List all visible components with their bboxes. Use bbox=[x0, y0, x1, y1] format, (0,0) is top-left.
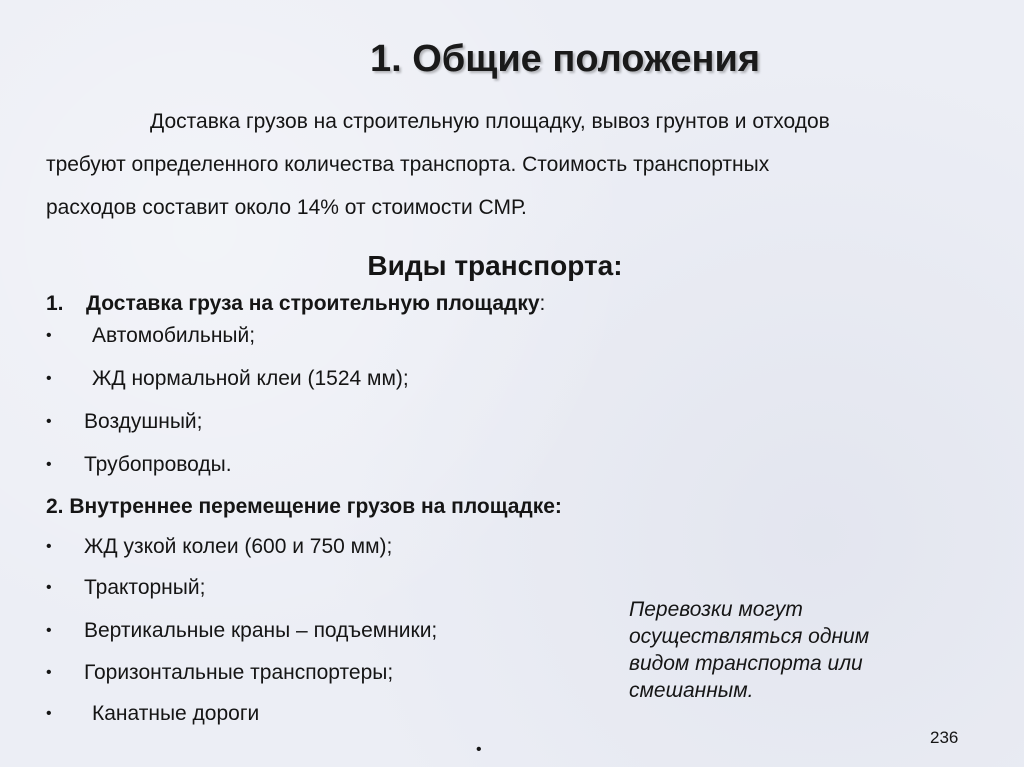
list-item-text: ЖД узкой колеи (600 и 750 мм); bbox=[84, 535, 393, 558]
bullet-icon: • bbox=[46, 456, 52, 473]
section-1-heading bbox=[46, 292, 545, 316]
section-1-heading-text: Доставка груза на строительную площадку bbox=[86, 292, 540, 315]
bullet-icon: • bbox=[46, 413, 52, 430]
list-item bbox=[46, 410, 202, 434]
note-line-4: смешанным. bbox=[629, 679, 754, 702]
list-item bbox=[46, 367, 409, 391]
list-item bbox=[46, 702, 259, 726]
list-item bbox=[46, 453, 232, 477]
note-callout bbox=[629, 596, 929, 704]
note-line-2: осуществляться одним bbox=[629, 625, 870, 648]
page-number: 236 bbox=[930, 728, 959, 747]
slide-title: 1. Общие положения bbox=[369, 38, 761, 80]
bullet-icon: • bbox=[46, 622, 52, 639]
list-item-text: Автомобильный; bbox=[92, 324, 256, 347]
note-line-3: видом транспорта или bbox=[629, 652, 863, 675]
list-item-text: Канатные дороги bbox=[92, 702, 260, 725]
intro-line-2: требуют определенного количества транспорта. Стоимость транспортных bbox=[46, 153, 770, 176]
bullet-icon: • bbox=[46, 705, 52, 722]
list-item-text: Воздушный; bbox=[84, 410, 203, 433]
section-1-number: 1. bbox=[46, 292, 64, 315]
intro-line-1: Доставка грузов на строительную площадку, вывоз грунтов и отходов bbox=[150, 110, 830, 133]
list-item-text: Тракторный; bbox=[84, 576, 206, 599]
bullet-icon: • bbox=[46, 370, 52, 387]
bullet-icon: • bbox=[46, 327, 52, 344]
bullet-icon: • bbox=[46, 579, 52, 596]
list-item bbox=[46, 324, 255, 348]
bullet-icon: • bbox=[46, 538, 52, 555]
bullet-icon: • bbox=[46, 664, 52, 681]
subtitle: Виды транспорта: bbox=[367, 250, 623, 281]
section-2-heading: 2. Внутреннее перемещение грузов на площадке: bbox=[46, 495, 562, 518]
list-item-text: Вертикальные краны – подъемники; bbox=[84, 619, 438, 642]
list-item-text: ЖД нормальной клеи (1524 мм); bbox=[92, 367, 409, 390]
list-item-text: Трубопроводы. bbox=[84, 453, 232, 476]
list-item bbox=[46, 661, 393, 685]
intro-line-3: расходов составит около 14% от стоимости СМР. bbox=[46, 196, 527, 219]
section-1-colon: : bbox=[539, 292, 546, 315]
list-item-text: Горизонтальные транспортеры; bbox=[84, 661, 394, 684]
list-item bbox=[46, 576, 205, 600]
list-item bbox=[46, 535, 392, 559]
list-item bbox=[46, 619, 437, 643]
bullet-icon: • bbox=[476, 741, 482, 758]
note-line-1: Перевозки могут bbox=[629, 598, 803, 621]
